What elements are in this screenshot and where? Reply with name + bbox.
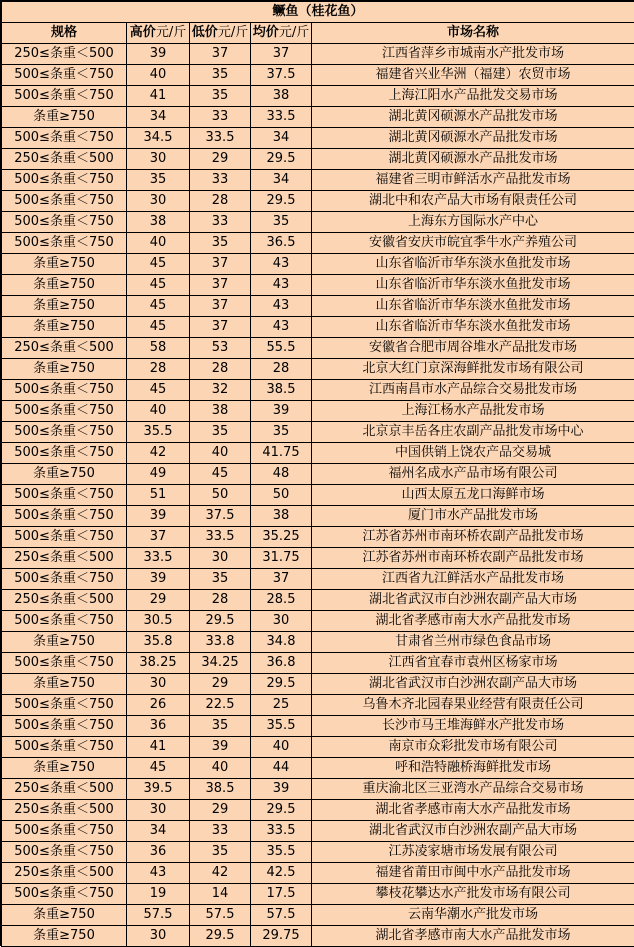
cell-low-price: 50 xyxy=(190,485,251,506)
cell-spec: 250≤条重＜500 xyxy=(2,338,127,359)
table-row xyxy=(2,170,634,191)
cell-high-price: 34 xyxy=(127,107,190,128)
cell-spec: 250≤条重＜500 xyxy=(2,779,127,800)
cell-avg-price: 36.5 xyxy=(251,233,312,254)
cell-high-price: 40 xyxy=(127,233,190,254)
cell-avg-price: 42.5 xyxy=(251,863,312,884)
cell-avg-price: 55.5 xyxy=(251,338,312,359)
table-row xyxy=(2,548,634,569)
cell-low-price: 35 xyxy=(190,422,251,443)
cell-avg-price: 39 xyxy=(251,779,312,800)
table-row xyxy=(2,569,634,590)
cell-low-price: 35 xyxy=(190,65,251,86)
cell-market: 湖北省孝感市南大水产品批发市场 xyxy=(312,800,634,821)
cell-avg-price: 43 xyxy=(251,317,312,338)
header-avg-price: 均价元/斤 xyxy=(251,23,312,44)
cell-high-price: 30 xyxy=(127,800,190,821)
cell-spec: 250≤条重＜500 xyxy=(2,863,127,884)
header-low-price: 低价元/斤 xyxy=(190,23,251,44)
cell-low-price: 35 xyxy=(190,569,251,590)
cell-high-price: 30 xyxy=(127,191,190,212)
cell-market: 呼和浩特融桥海鲜批发市场 xyxy=(312,758,634,779)
cell-market: 山东省临沂市华东淡水鱼批发市场 xyxy=(312,254,634,275)
cell-avg-price: 37 xyxy=(251,569,312,590)
table-row xyxy=(2,737,634,758)
table-row xyxy=(2,674,634,695)
cell-low-price: 34.25 xyxy=(190,653,251,674)
cell-low-price: 45 xyxy=(190,464,251,485)
cell-low-price: 38.5 xyxy=(190,779,251,800)
table-body xyxy=(2,44,634,947)
cell-high-price: 57.5 xyxy=(127,905,190,926)
cell-market: 湖北黄冈硕源水产品批发市场 xyxy=(312,128,634,149)
cell-market: 福建省兴业华洲（福建）农贸市场 xyxy=(312,65,634,86)
table-row xyxy=(2,296,634,317)
cell-market: 湖北省武汉市白沙洲农副产品大市场 xyxy=(312,590,634,611)
cell-high-price: 38.25 xyxy=(127,653,190,674)
cell-low-price: 32 xyxy=(190,380,251,401)
header-spec: 规格 xyxy=(2,23,127,44)
cell-high-price: 19 xyxy=(127,884,190,905)
cell-spec: 250≤条重＜500 xyxy=(2,149,127,170)
cell-low-price: 35 xyxy=(190,716,251,737)
cell-spec: 500≤条重＜750 xyxy=(2,86,127,107)
cell-spec: 500≤条重＜750 xyxy=(2,65,127,86)
cell-avg-price: 35.5 xyxy=(251,716,312,737)
cell-market: 长沙市马王堆海鲜水产批发市场 xyxy=(312,716,634,737)
cell-market: 上海江杨水产品批发市场 xyxy=(312,401,634,422)
cell-avg-price: 38 xyxy=(251,86,312,107)
cell-low-price: 29.5 xyxy=(190,611,251,632)
cell-high-price: 39 xyxy=(127,506,190,527)
cell-spec: 条重≥750 xyxy=(2,254,127,275)
cell-low-price: 37 xyxy=(190,296,251,317)
cell-spec: 条重≥750 xyxy=(2,905,127,926)
cell-market: 云南华潮水产批发市场 xyxy=(312,905,634,926)
cell-market: 湖北省武汉市白沙洲农副产品大市场 xyxy=(312,674,634,695)
cell-market: 江苏省苏州市南环桥农副产品批发市场 xyxy=(312,548,634,569)
table-row xyxy=(2,212,634,233)
cell-spec: 500≤条重＜750 xyxy=(2,821,127,842)
cell-market: 湖北黄冈硕源水产品批发市场 xyxy=(312,107,634,128)
cell-high-price: 45 xyxy=(127,275,190,296)
cell-spec: 条重≥750 xyxy=(2,464,127,485)
table-row xyxy=(2,485,634,506)
cell-spec: 500≤条重＜750 xyxy=(2,506,127,527)
cell-high-price: 51 xyxy=(127,485,190,506)
cell-market: 江西省萍乡市城南水产批发市场 xyxy=(312,44,634,65)
cell-market: 山西太原五龙口海鲜市场 xyxy=(312,485,634,506)
cell-avg-price: 35.25 xyxy=(251,527,312,548)
cell-market: 厦门市水产品批发市场 xyxy=(312,506,634,527)
cell-high-price: 29 xyxy=(127,590,190,611)
table-row xyxy=(2,338,634,359)
cell-high-price: 34 xyxy=(127,821,190,842)
cell-market: 北京大红门京深海鲜批发市场有限公司 xyxy=(312,359,634,380)
price-table xyxy=(1,1,634,947)
cell-low-price: 29.5 xyxy=(190,926,251,947)
cell-high-price: 45 xyxy=(127,254,190,275)
cell-market: 南京市众彩批发市场有限公司 xyxy=(312,737,634,758)
cell-low-price: 40 xyxy=(190,758,251,779)
cell-high-price: 35.8 xyxy=(127,632,190,653)
cell-low-price: 33 xyxy=(190,212,251,233)
cell-avg-price: 17.5 xyxy=(251,884,312,905)
cell-low-price: 14 xyxy=(190,884,251,905)
cell-market: 湖北省孝感市南大水产品批发市场 xyxy=(312,611,634,632)
table-row xyxy=(2,611,634,632)
table-row xyxy=(2,149,634,170)
cell-market: 福建省三明市鲜活水产品批发市场 xyxy=(312,170,634,191)
cell-low-price: 28 xyxy=(190,191,251,212)
cell-avg-price: 35 xyxy=(251,422,312,443)
cell-avg-price: 41.75 xyxy=(251,443,312,464)
cell-market: 山东省临沂市华东淡水鱼批发市场 xyxy=(312,275,634,296)
cell-low-price: 33 xyxy=(190,107,251,128)
cell-avg-price: 31.75 xyxy=(251,548,312,569)
cell-avg-price: 37.5 xyxy=(251,65,312,86)
cell-market: 福建省莆田市闽中水产品批发市场 xyxy=(312,863,634,884)
table-row xyxy=(2,275,634,296)
cell-high-price: 26 xyxy=(127,695,190,716)
cell-spec: 条重≥750 xyxy=(2,317,127,338)
table-row xyxy=(2,44,634,65)
cell-avg-price: 35 xyxy=(251,212,312,233)
cell-high-price: 40 xyxy=(127,65,190,86)
cell-avg-price: 44 xyxy=(251,758,312,779)
cell-low-price: 37 xyxy=(190,254,251,275)
table-row xyxy=(2,884,634,905)
cell-high-price: 49 xyxy=(127,464,190,485)
cell-market: 湖北省孝感市南大水产品批发市场 xyxy=(312,926,634,947)
table-row xyxy=(2,590,634,611)
cell-market: 山东省临沂市华东淡水鱼批发市场 xyxy=(312,317,634,338)
title-row xyxy=(2,2,634,23)
cell-avg-price: 29.5 xyxy=(251,674,312,695)
cell-spec: 500≤条重＜750 xyxy=(2,233,127,254)
cell-spec: 500≤条重＜750 xyxy=(2,611,127,632)
table-row xyxy=(2,107,634,128)
cell-low-price: 33.5 xyxy=(190,527,251,548)
cell-market: 江西南昌市水产品综合交易批发市场 xyxy=(312,380,634,401)
cell-market: 福州名成水产品市场有限公司 xyxy=(312,464,634,485)
cell-spec: 250≤条重＜500 xyxy=(2,800,127,821)
cell-low-price: 53 xyxy=(190,338,251,359)
table-row xyxy=(2,716,634,737)
cell-high-price: 37 xyxy=(127,527,190,548)
cell-high-price: 35 xyxy=(127,170,190,191)
cell-avg-price: 28.5 xyxy=(251,590,312,611)
cell-low-price: 29 xyxy=(190,674,251,695)
cell-market: 中国供销上饶农产品交易城 xyxy=(312,443,634,464)
cell-low-price: 22.5 xyxy=(190,695,251,716)
cell-market: 湖北黄冈硕源水产品批发市场 xyxy=(312,149,634,170)
cell-low-price: 37 xyxy=(190,44,251,65)
cell-high-price: 42 xyxy=(127,443,190,464)
table-row xyxy=(2,317,634,338)
cell-low-price: 33 xyxy=(190,170,251,191)
cell-low-price: 57.5 xyxy=(190,905,251,926)
table-row xyxy=(2,695,634,716)
cell-low-price: 33.8 xyxy=(190,632,251,653)
cell-high-price: 28 xyxy=(127,359,190,380)
cell-low-price: 29 xyxy=(190,800,251,821)
cell-low-price: 42 xyxy=(190,863,251,884)
cell-avg-price: 38 xyxy=(251,506,312,527)
cell-avg-price: 36.8 xyxy=(251,653,312,674)
cell-spec: 500≤条重＜750 xyxy=(2,191,127,212)
cell-high-price: 41 xyxy=(127,86,190,107)
cell-avg-price: 40 xyxy=(251,737,312,758)
cell-low-price: 38 xyxy=(190,401,251,422)
cell-high-price: 34.5 xyxy=(127,128,190,149)
cell-avg-price: 34.8 xyxy=(251,632,312,653)
cell-low-price: 29 xyxy=(190,149,251,170)
cell-high-price: 30 xyxy=(127,149,190,170)
cell-spec: 500≤条重＜750 xyxy=(2,653,127,674)
cell-spec: 500≤条重＜750 xyxy=(2,212,127,233)
table-title: 鳜鱼（桂花鱼） xyxy=(2,2,634,23)
cell-low-price: 40 xyxy=(190,443,251,464)
cell-spec: 500≤条重＜750 xyxy=(2,569,127,590)
table-row xyxy=(2,842,634,863)
table-row xyxy=(2,863,634,884)
cell-spec: 250≤条重＜500 xyxy=(2,548,127,569)
cell-spec: 500≤条重＜750 xyxy=(2,170,127,191)
cell-high-price: 30.5 xyxy=(127,611,190,632)
cell-low-price: 28 xyxy=(190,590,251,611)
cell-spec: 500≤条重＜750 xyxy=(2,884,127,905)
table-row xyxy=(2,443,634,464)
cell-market: 重庆渝北区三亚湾水产品综合交易市场 xyxy=(312,779,634,800)
table-row xyxy=(2,632,634,653)
cell-spec: 条重≥750 xyxy=(2,632,127,653)
cell-spec: 500≤条重＜750 xyxy=(2,380,127,401)
table-row xyxy=(2,758,634,779)
table-row xyxy=(2,905,634,926)
cell-low-price: 35 xyxy=(190,86,251,107)
table-row xyxy=(2,128,634,149)
header-high-price: 高价元/斤 xyxy=(127,23,190,44)
cell-spec: 250≤条重＜500 xyxy=(2,590,127,611)
header-row xyxy=(2,23,634,44)
cell-avg-price: 33.5 xyxy=(251,821,312,842)
cell-high-price: 36 xyxy=(127,842,190,863)
cell-avg-price: 30 xyxy=(251,611,312,632)
cell-high-price: 43 xyxy=(127,863,190,884)
cell-avg-price: 34 xyxy=(251,170,312,191)
cell-avg-price: 39 xyxy=(251,401,312,422)
table-row xyxy=(2,506,634,527)
cell-spec: 500≤条重＜750 xyxy=(2,128,127,149)
table-row xyxy=(2,401,634,422)
cell-market: 上海东方国际水产中心 xyxy=(312,212,634,233)
cell-avg-price: 43 xyxy=(251,275,312,296)
cell-market: 江西省宜春市袁州区杨家市场 xyxy=(312,653,634,674)
cell-spec: 条重≥750 xyxy=(2,275,127,296)
table-row xyxy=(2,254,634,275)
cell-avg-price: 38.5 xyxy=(251,380,312,401)
table-row xyxy=(2,926,634,947)
cell-market: 甘肃省兰州市绿色食品市场 xyxy=(312,632,634,653)
cell-high-price: 40 xyxy=(127,401,190,422)
cell-avg-price: 29.5 xyxy=(251,191,312,212)
cell-avg-price: 34 xyxy=(251,128,312,149)
table-row xyxy=(2,65,634,86)
cell-market: 湖北省武汉市白沙洲农副产品大市场 xyxy=(312,821,634,842)
cell-high-price: 38 xyxy=(127,212,190,233)
cell-high-price: 39.5 xyxy=(127,779,190,800)
table-row xyxy=(2,380,634,401)
table-row xyxy=(2,86,634,107)
cell-market: 乌鲁木齐北园春果业经营有限责任公司 xyxy=(312,695,634,716)
cell-high-price: 39 xyxy=(127,569,190,590)
cell-market: 江苏凌家塘市场发展有限公司 xyxy=(312,842,634,863)
cell-market: 江苏省苏州市南环桥农副产品批发市场 xyxy=(312,527,634,548)
cell-spec: 250≤条重＜500 xyxy=(2,44,127,65)
cell-high-price: 35.5 xyxy=(127,422,190,443)
table-row xyxy=(2,779,634,800)
cell-spec: 500≤条重＜750 xyxy=(2,527,127,548)
cell-avg-price: 48 xyxy=(251,464,312,485)
cell-low-price: 35 xyxy=(190,233,251,254)
cell-avg-price: 35.5 xyxy=(251,842,312,863)
cell-market: 北京京丰岳各庄农副产品批发市场中心 xyxy=(312,422,634,443)
cell-avg-price: 28 xyxy=(251,359,312,380)
cell-high-price: 45 xyxy=(127,758,190,779)
cell-low-price: 28 xyxy=(190,359,251,380)
cell-spec: 500≤条重＜750 xyxy=(2,422,127,443)
cell-spec: 条重≥750 xyxy=(2,926,127,947)
cell-spec: 条重≥750 xyxy=(2,107,127,128)
table-row xyxy=(2,464,634,485)
cell-low-price: 30 xyxy=(190,548,251,569)
cell-low-price: 37 xyxy=(190,317,251,338)
cell-spec: 条重≥750 xyxy=(2,674,127,695)
cell-market: 攀枝花攀达水产批发市场有限公司 xyxy=(312,884,634,905)
cell-market: 上海江阳水产品批发交易市场 xyxy=(312,86,634,107)
cell-spec: 500≤条重＜750 xyxy=(2,485,127,506)
cell-avg-price: 37 xyxy=(251,44,312,65)
cell-spec: 条重≥750 xyxy=(2,758,127,779)
table-row xyxy=(2,233,634,254)
cell-spec: 500≤条重＜750 xyxy=(2,443,127,464)
table-row xyxy=(2,359,634,380)
cell-market: 江西省九江鲜活水产品批发市场 xyxy=(312,569,634,590)
cell-spec: 500≤条重＜750 xyxy=(2,401,127,422)
cell-market: 山东省临沂市华东淡水鱼批发市场 xyxy=(312,296,634,317)
cell-avg-price: 57.5 xyxy=(251,905,312,926)
cell-high-price: 45 xyxy=(127,296,190,317)
cell-spec: 500≤条重＜750 xyxy=(2,737,127,758)
cell-avg-price: 29.75 xyxy=(251,926,312,947)
table-row xyxy=(2,653,634,674)
cell-high-price: 30 xyxy=(127,926,190,947)
cell-high-price: 33.5 xyxy=(127,548,190,569)
table-row xyxy=(2,800,634,821)
table-row xyxy=(2,821,634,842)
cell-high-price: 36 xyxy=(127,716,190,737)
cell-high-price: 41 xyxy=(127,737,190,758)
header-market: 市场名称 xyxy=(312,23,634,44)
cell-low-price: 37.5 xyxy=(190,506,251,527)
cell-high-price: 45 xyxy=(127,317,190,338)
cell-high-price: 58 xyxy=(127,338,190,359)
table-row xyxy=(2,191,634,212)
cell-high-price: 30 xyxy=(127,674,190,695)
cell-avg-price: 33.5 xyxy=(251,107,312,128)
cell-spec: 500≤条重＜750 xyxy=(2,716,127,737)
cell-avg-price: 29.5 xyxy=(251,800,312,821)
cell-high-price: 45 xyxy=(127,380,190,401)
cell-spec: 500≤条重＜750 xyxy=(2,842,127,863)
cell-spec: 500≤条重＜750 xyxy=(2,695,127,716)
cell-avg-price: 29.5 xyxy=(251,149,312,170)
cell-market: 安徽省安庆市皖宜季牛水产养殖公司 xyxy=(312,233,634,254)
cell-high-price: 39 xyxy=(127,44,190,65)
cell-low-price: 37 xyxy=(190,275,251,296)
cell-spec: 条重≥750 xyxy=(2,359,127,380)
table-row xyxy=(2,422,634,443)
cell-avg-price: 50 xyxy=(251,485,312,506)
cell-market: 安徽省合肥市周谷堆水产品批发市场 xyxy=(312,338,634,359)
cell-avg-price: 43 xyxy=(251,296,312,317)
cell-low-price: 35 xyxy=(190,842,251,863)
cell-low-price: 39 xyxy=(190,737,251,758)
cell-avg-price: 43 xyxy=(251,254,312,275)
cell-low-price: 33 xyxy=(190,821,251,842)
cell-avg-price: 25 xyxy=(251,695,312,716)
table-row xyxy=(2,527,634,548)
cell-low-price: 33.5 xyxy=(190,128,251,149)
cell-market: 湖北中和农产品大市场有限责任公司 xyxy=(312,191,634,212)
cell-spec: 条重≥750 xyxy=(2,296,127,317)
